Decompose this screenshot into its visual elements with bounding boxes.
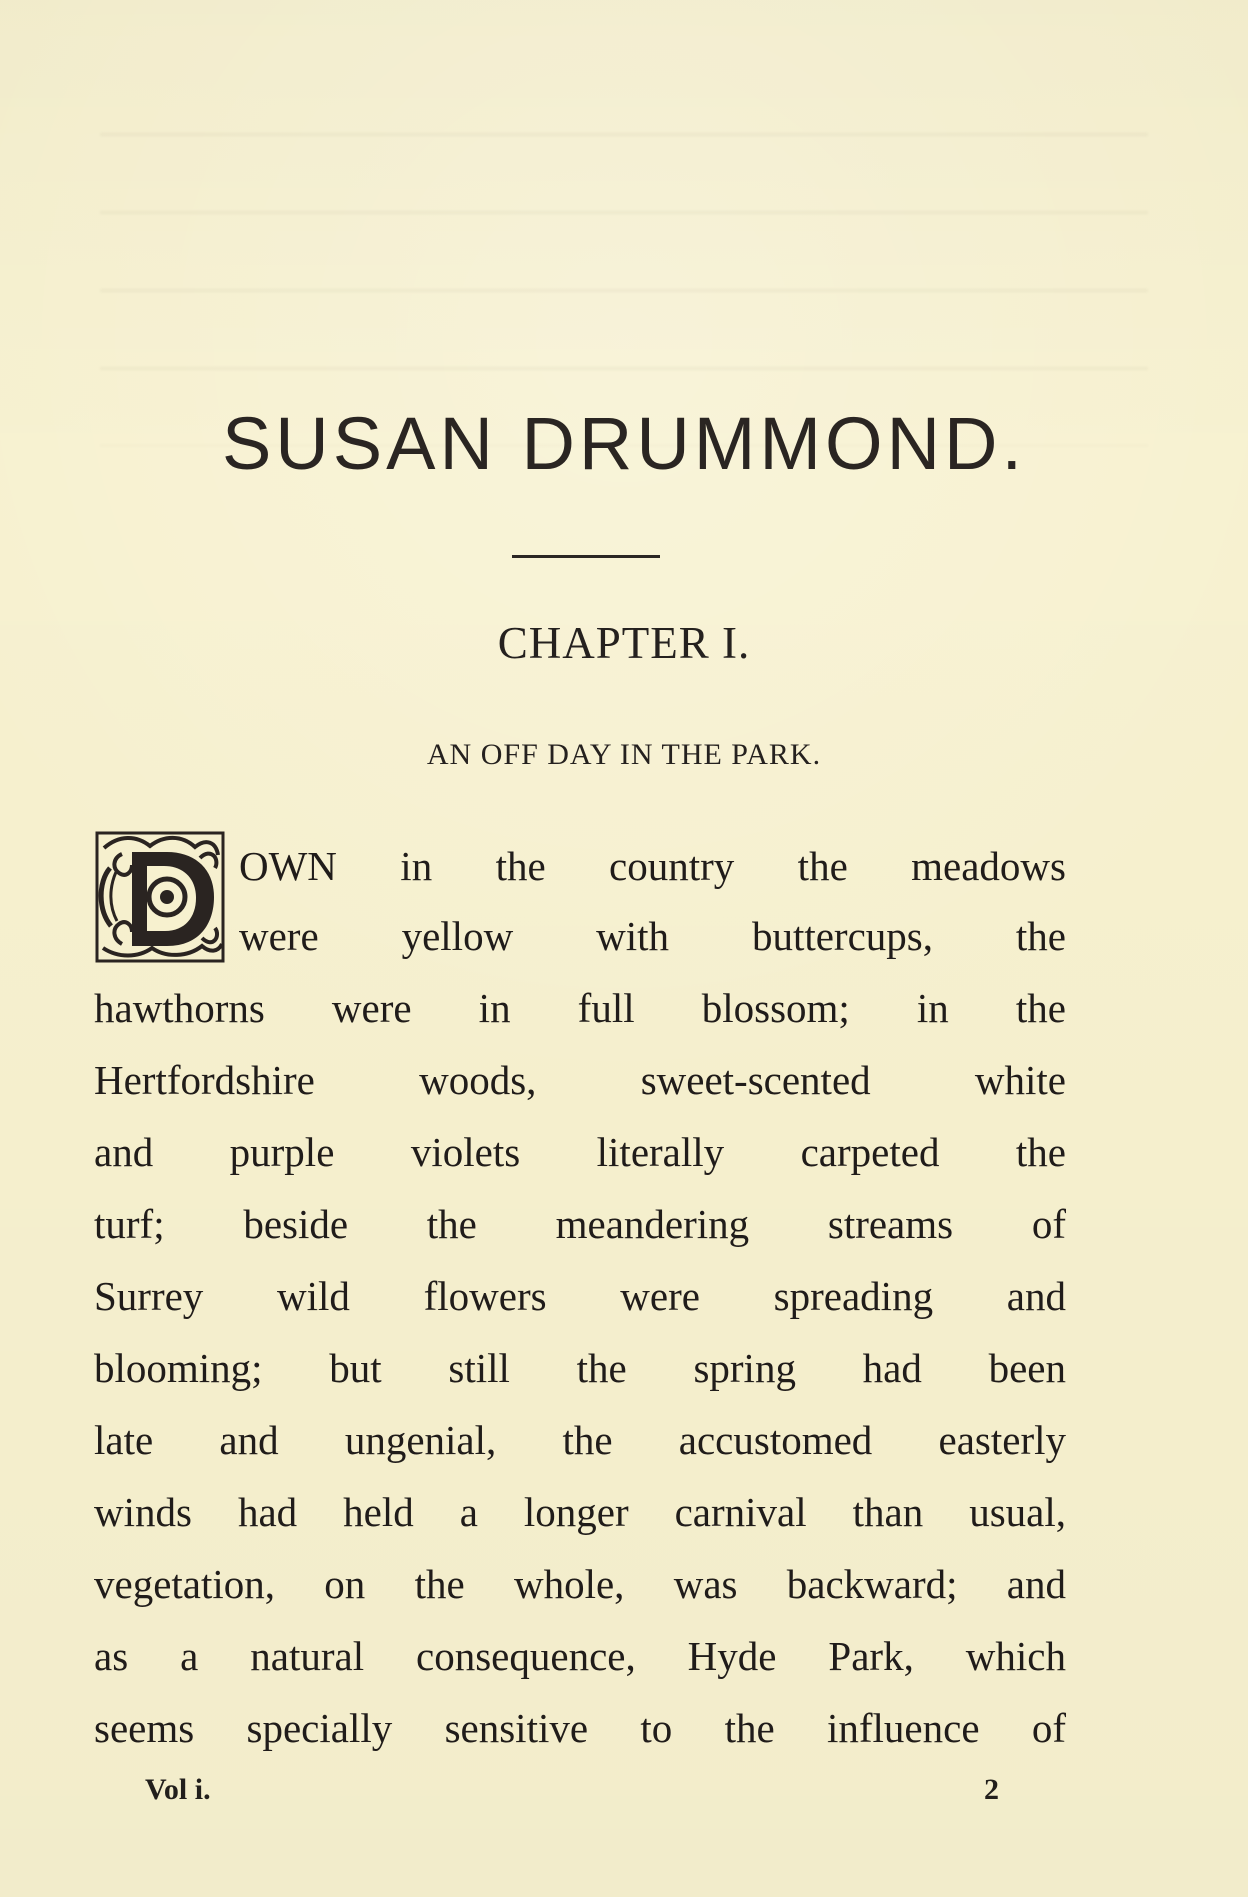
body-line-2: were yellow with buttercups, the bbox=[239, 913, 1066, 959]
body-line-7: Surrey wild flowers were spreading and bbox=[94, 1273, 1066, 1319]
volume-footer: Vol i. bbox=[145, 1773, 211, 1806]
signature-number: 2 bbox=[984, 1773, 999, 1806]
body-line-3: hawthorns were in full blossom; in the bbox=[94, 985, 1066, 1031]
body-line-9: late and ungenial, the accustomed easterly bbox=[94, 1417, 1066, 1463]
body-line-11: vegetation, on the whole, was backward; and bbox=[94, 1561, 1066, 1607]
body-line-6: turf; beside the meandering streams of bbox=[94, 1201, 1066, 1247]
ornamental-drop-cap-icon bbox=[94, 830, 226, 964]
body-line-8: blooming; but still the spring had been bbox=[94, 1345, 1066, 1391]
body-line-10: winds had held a longer carnival than usual, bbox=[94, 1489, 1066, 1535]
book-title: SUSAN DRUMMOND. bbox=[221, 402, 1027, 485]
show-through-text bbox=[100, 86, 1148, 446]
body-line-12: as a natural consequence, Hyde Park, which bbox=[94, 1633, 1066, 1679]
body-line-13: seems specially sensitive to the influence of bbox=[94, 1705, 1066, 1751]
body-line-4: Hertfordshire woods, sweet-scented white bbox=[94, 1057, 1066, 1103]
title-rule bbox=[512, 555, 660, 558]
body-line-5: and purple violets literally carpeted the bbox=[94, 1129, 1066, 1175]
chapter-subtitle: AN OFF DAY IN THE PARK. bbox=[426, 738, 822, 771]
chapter-heading: CHAPTER I. bbox=[497, 618, 751, 668]
body-line-1: OWN in the country the meadows bbox=[239, 843, 1066, 889]
